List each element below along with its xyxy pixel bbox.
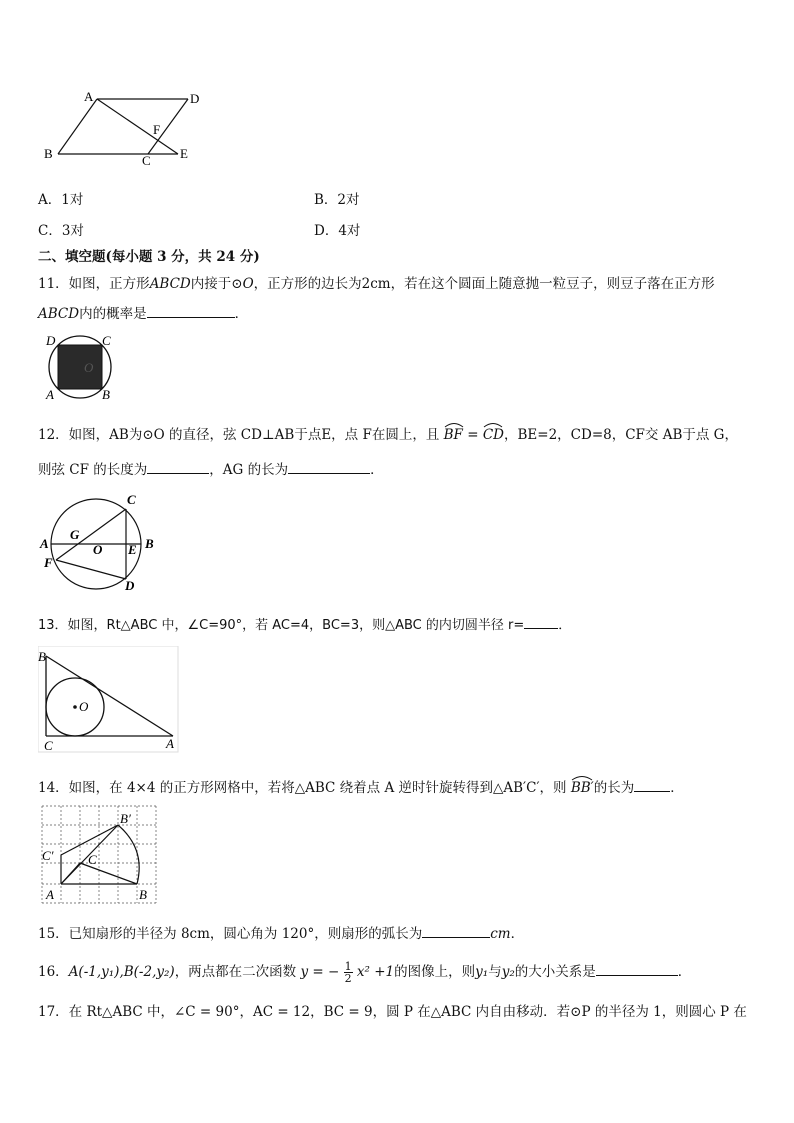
label-D: D xyxy=(46,333,56,348)
q10-option-b: B．2对 xyxy=(314,192,360,208)
answer-blank xyxy=(596,961,678,976)
chord-cf xyxy=(56,509,126,560)
q10-option-a: A．1对 xyxy=(38,192,84,208)
label-C: C xyxy=(102,333,111,348)
section-title: 二、填空题(每小题 3 分，共 24 分) xyxy=(38,249,260,265)
side-ab xyxy=(46,656,173,736)
q12-figure xyxy=(38,494,158,594)
label-O: O xyxy=(79,699,89,714)
answer-blank xyxy=(634,777,670,792)
label-F: F xyxy=(44,555,53,570)
q15-line: 15．已知扇形的半径为 8cm，圆心角为 120°，则扇形的弧长为 cm． xyxy=(38,922,524,942)
q10-figure xyxy=(40,86,200,166)
label-C-prime: C′ xyxy=(42,848,54,863)
q12-line2: 则弦 CF 的长度为 ，AG 的长为 ． xyxy=(38,458,384,478)
arc-cd: CD xyxy=(483,427,504,443)
label-B: B xyxy=(44,146,53,161)
q16-line: 16．A(-1,y₁),B(-2,y₂)，两点都在二次函数 y = − $\frac{1}{2}$ x² +1的图像上，则y₁与y₂的大小关系是 ． xyxy=(38,960,692,985)
q13-figure xyxy=(38,646,183,754)
arc-mark xyxy=(483,422,503,428)
label-A: A xyxy=(40,536,49,551)
label-D: D xyxy=(125,578,135,593)
q11-line1: 11．如图，正方形ABCD内接于⊙O，正方形的边长为2cm，若在这个圆面上随意抛一粒豆子，则豆子落在正方形 xyxy=(38,276,715,292)
label-B: B xyxy=(139,887,147,902)
answer-blank xyxy=(422,923,490,938)
label-G: G xyxy=(70,527,80,542)
side-cb-prime xyxy=(61,825,118,855)
q14-figure xyxy=(38,804,162,908)
label-B-prime: B′ xyxy=(120,811,131,826)
q12-line1: 12．如图，AB为⊙O 的直径，弦 CD⊥AB于点E，点 F在圆上，且 BF = CD ，BE=2，CD=8，CF交 AB于点 G， xyxy=(38,423,738,443)
segment-fd xyxy=(56,560,126,579)
label-A: A xyxy=(46,887,54,902)
answer-blank xyxy=(524,614,558,629)
q10-option-d: D．4对 xyxy=(314,223,361,239)
q10-option-c: C．3对 xyxy=(38,223,84,239)
label-O: O xyxy=(93,542,103,557)
label-A: A xyxy=(46,387,54,402)
label-F: F xyxy=(153,122,161,137)
q17-line: 17．在 Rt△ABC 中，∠C = 90°，AC = 12，BC = 9，圆 P 在△ABC 内自由移动．若⊙P 的半径为 1，则圆心 P 在 xyxy=(38,1004,747,1020)
center-o xyxy=(73,705,77,709)
label-A: A xyxy=(166,736,174,751)
edge-ab xyxy=(58,99,97,154)
label-B: B xyxy=(102,387,110,402)
label-B: B xyxy=(38,649,46,664)
label-C: C xyxy=(44,738,53,753)
arc-mark xyxy=(571,775,593,781)
label-D: D xyxy=(190,91,200,106)
fraction-one-half: $\frac{1}{2}$ xyxy=(344,960,352,985)
label-C: C xyxy=(142,153,151,166)
square-abcd xyxy=(58,345,102,389)
answer-blank xyxy=(147,303,235,318)
label-B: B xyxy=(145,536,154,551)
label-E: E xyxy=(180,146,188,161)
q13-line: 13．如图，Rt△ABC 中，∠C=90°，若 AC=4，BC=3，则△ABC 的内切圆半径 r= ． xyxy=(38,614,571,633)
label-C: C xyxy=(88,852,97,867)
label-C: C xyxy=(127,494,136,507)
q11-figure xyxy=(42,332,122,402)
q14-line: 14．如图，在 4×4 的正方形网格中，若将△ABC 绕着点 A 逆时针旋转得到△AB′C′，则 BB′ 的长为 ． xyxy=(38,776,684,796)
arc-bb: BB′ xyxy=(571,780,594,796)
arc-bb-prime xyxy=(118,825,139,884)
answer-blank xyxy=(288,459,370,474)
arc-mark xyxy=(444,422,464,428)
edge-ae xyxy=(97,99,178,154)
answer-blank xyxy=(147,459,209,474)
arc-bf: BF xyxy=(444,427,463,443)
label-O: O xyxy=(84,360,94,375)
label-E: E xyxy=(128,542,137,557)
label-A: A xyxy=(84,89,94,104)
q11-line2: ABCD内的概率是 ． xyxy=(38,302,248,322)
